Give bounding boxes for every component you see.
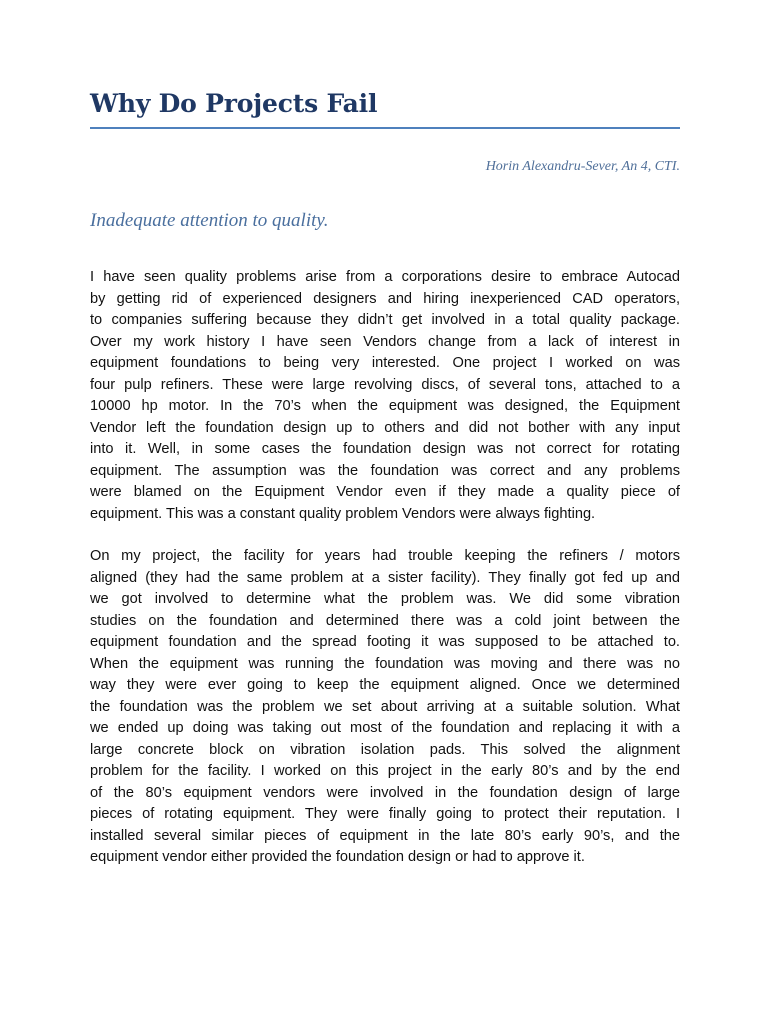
paragraph-line: way they were ever going to keep the equipment aligned. Once we determined (90, 677, 680, 693)
title-underline (90, 127, 680, 129)
paragraph-line: equipment. The assumption was the foundation was correct and any problems (90, 462, 680, 479)
paragraph-1 (90, 267, 680, 525)
paragraph-line: equipment foundation and the spread footing it was supposed to be attached to. (90, 634, 680, 650)
paragraph-line: When the equipment was running the foundation was moving and there was no (90, 655, 680, 672)
paragraph-line: into it. Well, in some cases the foundation design was not correct for rotating (90, 441, 680, 457)
author-byline: Horin Alexandru-Sever, An 4, CTI. (485, 159, 680, 174)
section-heading: Inadequate attention to quality. (90, 210, 329, 231)
paragraph-line: Over my work history I have seen Vendors change from a lack of interest in (90, 333, 680, 350)
paragraph-line: large concrete block on vibration isolation pads. This solved the alignment (90, 741, 680, 758)
paragraph-line: by getting rid of experienced designers and hiring inexperienced CAD operators, (90, 290, 680, 307)
paragraph-line: of the 80’s equipment vendors were involved in the foundation design of large (90, 784, 680, 801)
paragraph-line: aligned (they had the same problem at a sister facility). They finally got fed up and (90, 569, 680, 586)
paragraph-line: were blamed on the Equipment Vendor even if they made a quality piece of (90, 484, 680, 500)
paragraph-line: we got involved to determine what the problem was. We did some vibration (90, 591, 680, 607)
paragraph-line: 10000 hp motor. In the 70’s when the equipment was designed, the Equipment (90, 398, 680, 414)
paragraph-line: to companies suffering because they didn’t get involved in a total quality package. (90, 312, 680, 328)
paragraph-line: On my project, the facility for years had trouble keeping the refiners / motors (90, 548, 680, 564)
paragraph-2 (90, 546, 680, 869)
paragraph-line: problem for the facility. I worked on this project in the early 80’s and by the end (90, 763, 680, 779)
paragraph-line: equipment vendor either provided the foundation design or had to approve it. (90, 849, 585, 865)
paragraph-line: installed several similar pieces of equipment in the late 80’s early 90’s, and the (90, 827, 680, 844)
paragraph-line: pieces of rotating equipment. They were finally going to protect their reputation. I (90, 806, 680, 822)
paragraph-line: equipment foundations to being very interested. One project I worked on was (90, 355, 680, 371)
paragraph-line: equipment. This was a constant quality problem Vendors were always fighting. (90, 505, 596, 522)
paragraph-line: the foundation was the problem we set about arriving at a suitable solution. What (90, 698, 680, 715)
document-title: Why Do Projects Fail (90, 89, 378, 118)
paragraph-line: Vendor left the foundation design up to others and did not bother with any input (90, 419, 680, 436)
paragraph-line: four pulp refiners. These were large revolving discs, of several tons, attached to a (90, 376, 680, 393)
paragraph-line: studies on the foundation and determined there was a cold joint between the (90, 612, 680, 629)
paragraph-line: we ended up doing was taking out most of the foundation and replacing it with a (90, 720, 680, 736)
paragraph-line: I have seen quality problems arise from a corporations desire to embrace Autocad (90, 269, 680, 285)
